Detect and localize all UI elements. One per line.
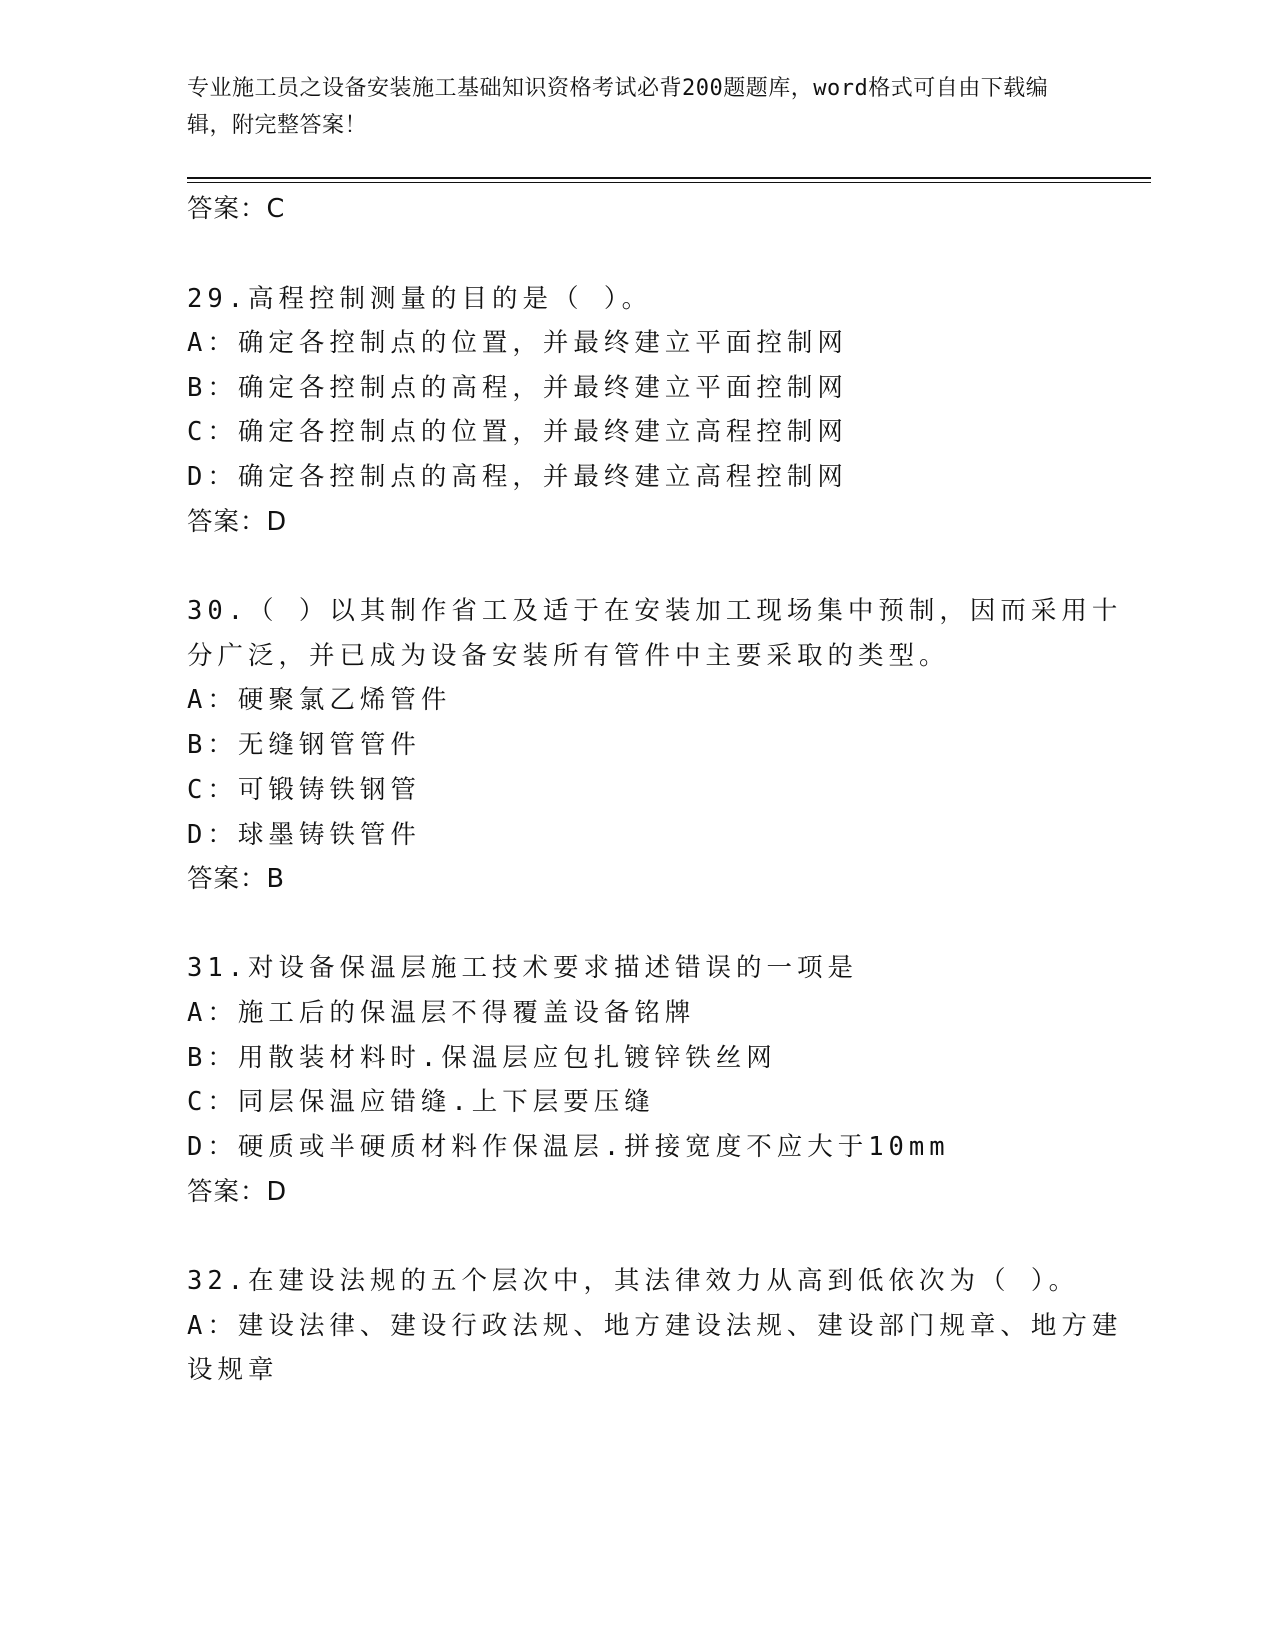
question-30-option-d: D：球墨铸铁管件 <box>187 820 421 850</box>
question-29-option-c: C：确定各控制点的位置，并最终建立高程控制网 <box>187 417 848 447</box>
document-header: 专业施工员之设备安装施工基础知识资格考试必背200题题库，word格式可自由下载编辑，附完整答案！ <box>187 76 1049 138</box>
question-30-option-c: C：可锻铸铁钢管 <box>187 775 421 805</box>
question-31-option-b: B：用散装材料时.保温层应包扎镀锌铁丝网 <box>187 1043 777 1073</box>
question-31-option-a: A：施工后的保温层不得覆盖设备铭牌 <box>187 998 696 1028</box>
question-32-stem: 32.在建设法规的五个层次中，其法律效力从高到低依次为（ ）。 <box>187 1266 1080 1296</box>
question-32-option-a-line-1: A：建设法律、建设行政法规、地方建设法规、建设部门规章、地方建 <box>187 1311 1123 1341</box>
answer-previous: 答案：C <box>187 194 286 224</box>
question-29-option-d: D：确定各控制点的高程，并最终建立高程控制网 <box>187 462 848 492</box>
question-32-option-a-line-2: 设规章 <box>187 1355 279 1385</box>
question-29-option-a: A：确定各控制点的位置，并最终建立平面控制网 <box>187 328 848 358</box>
question-31-option-d: D：硬质或半硬质材料作保温层.拼接宽度不应大于10mm <box>187 1132 950 1162</box>
question-31-option-c: C：同层保温应错缝.上下层要压缝 <box>187 1087 655 1117</box>
question-31-stem: 31.对设备保温层施工技术要求描述错误的一项是 <box>187 953 859 983</box>
question-29-stem: 29.高程控制测量的目的是（ ）。 <box>187 284 653 314</box>
question-31-answer: 答案：D <box>187 1177 288 1207</box>
question-30-option-b: B：无缝钢管管件 <box>187 730 421 760</box>
header-divider <box>187 177 1151 179</box>
question-29-answer: 答案：D <box>187 507 288 537</box>
question-29-option-b: B：确定各控制点的高程，并最终建立平面控制网 <box>187 373 848 403</box>
question-30-option-a: A：硬聚氯乙烯管件 <box>187 685 452 715</box>
question-30-answer: 答案：B <box>187 864 285 894</box>
question-30-stem-line-1: 30.（ ）以其制作省工及适于在安装加工现场集中预制，因而采用十 <box>187 596 1123 626</box>
question-30-stem-line-2: 分广泛，并已成为设备安装所有管件中主要采取的类型。 <box>187 641 950 671</box>
header-divider-thin <box>187 182 1151 183</box>
